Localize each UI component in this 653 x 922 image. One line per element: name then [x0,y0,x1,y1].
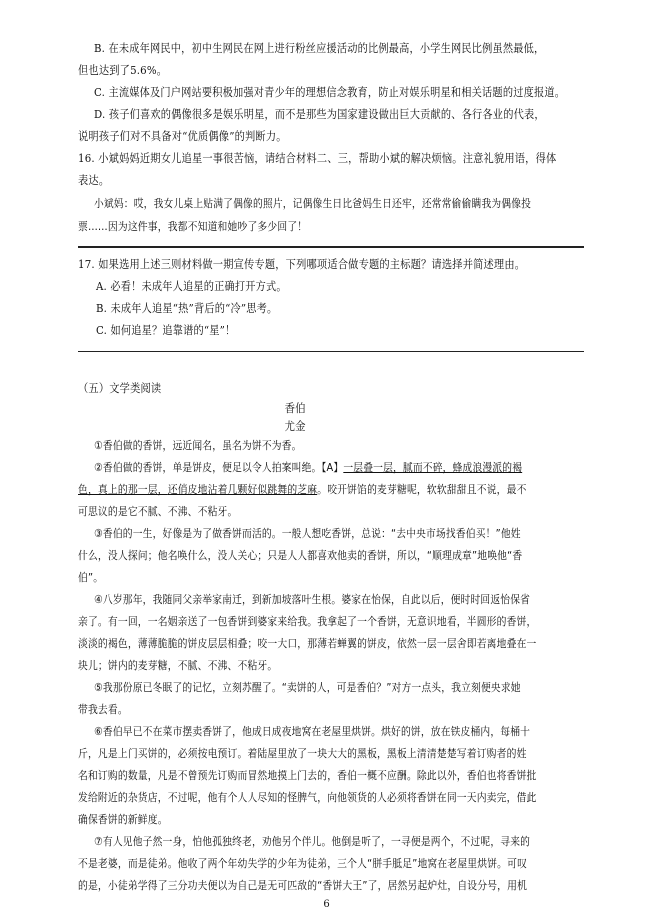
paragraph-7-line1: ⑦有人见他子然一身，怕他孤独终老，劝他另个伴儿。他倒是听了，一寻便是两个，不过呢，寻来的 [94,835,531,848]
underlined-sentence-a: 一层叠一层，腻而不碎，蜂成浪漫派的褐 [343,461,523,474]
section-heading: （五）文学类阅读 [78,381,162,395]
q17-stem: 17. 如果选用上述三则材料做一期宣传专题，下列哪项适合做专题的主标题？请选择并简述理由。 [78,257,526,271]
paragraph-4-line4: 块儿；饼内的麦芽糖，不腻、不沸、不粘牙。 [78,659,278,672]
q17-option-a: A. 必看！未成年人追星的正确打开方式。 [96,279,287,293]
underlined-sentence-a-cont: 色，真上的那一层， [78,483,168,496]
paragraph-7-line3: 的是，小徒弟学得了三分功夫便以为自己是无可匹敌的“香饼大王”了，居然另起炉灶，自设分号，用机 [78,879,528,892]
answer-line-2 [78,351,584,352]
paragraph-5-line1: ⑤我那份原已冬眠了的记忆，立刻苏醒了。“卖饼的人，可是香伯？”对方一点头，我立刻便央求她 [94,681,521,694]
paragraph-2-line3: 可思议的是它不腻、不沸、不粘牙。 [78,505,238,518]
paragraph-2-tail: 。咬开饼馅的麦芽糖呢，软软甜甜且不说，最不 [317,483,527,496]
paragraph-3-line1: ③香伯的一生，好像是为了做香饼而活的。一般人想吃香饼，总说：“去中央市场找香伯买！”他姓 [94,527,521,540]
answer-line-1 [78,246,584,248]
underlined-sentence-a-cont2: 还俏皮地沾着几颗好似跳舞的芝麻 [167,483,318,496]
story-author: 尤金 [284,419,306,433]
paragraph-2-intro: ②香伯做的香饼，单是饼皮，便足以令人拍案叫绝。【A】 [94,461,344,474]
paragraph-6-line1: ⑥香伯早已不在菜市摆卖香饼了，他成日成夜地窝在老屋里烘饼。烘好的饼，放在铁皮桶内，每桶十 [94,725,531,738]
paragraph-4-line1: ④八岁那年，我随同父亲举家南迁，到新加坡落叶生根。婆家在怡保，自此以后，便时时回返怡保省 [94,593,531,606]
paragraph-3-line2: 什么，没人探问；他名唤什么，没人关心；只是人人都喜欢他卖的香饼，所以，“顺理成章”地唤他“香 [78,549,523,562]
paragraph-3-line3: 伯”。 [78,571,104,584]
paragraph-7-line2: 不是老婆，而是徒弟。他收了两个年幼失学的少年为徒弟，三个人“胼手胝足”地窝在老屋里烘饼。可叹 [78,857,528,870]
q15-option-d-line2: 说明孩子们对不具备对“优质偶像”的判断力。 [78,129,287,143]
paragraph-2-line1 [94,460,590,476]
q16-quote-line2: 票……因为这件事，我都不知道和她吵了多少回了！ [78,220,308,233]
page-number: 6 [323,899,330,910]
paragraph-4-line2: 亲了。有一回，一名姻亲送了一包香饼到婆家来给我。我拿起了一个香饼，无意识地看，半圆形的香饼， [78,615,537,628]
q15-option-b-line1: B. 在未成年网民中，初中生网民在网上进行粉丝应援活动的比例最高，小学生网民比例虽然最低， [94,41,545,55]
q17-option-c: C. 如何追星？追靠谱的“星”！ [96,323,236,337]
paragraph-6-line4: 发给附近的杂货店，不过呢，他有个人人尽知的怪脾气，向他领货的人必须将香饼在同一天内卖完，借此 [78,791,537,804]
story-title: 香伯 [284,401,306,415]
q16-stem-line1: 16. 小斌妈妈近期女儿追星一事很苦恼，请结合材料二、三，帮助小斌的解决烦恼。注意礼貌用语，得体 [78,151,557,165]
paragraph-5-line2: 带我去看。 [78,703,128,716]
q15-option-b-line2: 但也达到了5.6%。 [78,63,168,77]
paragraph-6-line5: 确保香饼的新鲜度。 [78,813,168,826]
paragraph-2-line2 [78,482,590,498]
q16-stem-line2: 表达。 [78,173,110,187]
q16-quote-line1: 小斌妈：哎，我女儿桌上贴满了偶像的照片，记偶像生日比爸妈生日还牢，还常常偷偷瞒我为偶像投 [94,197,532,210]
paragraph-6-line3: 名和订购的数量，凡是不曾预先订购而冒然地摸上门去的，香伯一概不应酬。除此以外，香伯也将香饼批 [78,769,537,782]
q15-option-d-line1: D. 孩子们喜欢的偶像很多是娱乐明星，而不是那些为国家建设做出巨大贡献的、各行各业的代表， [94,107,545,121]
paragraph-4-line3: 淡淡的褐色，薄薄脆脆的饼皮层层相叠；咬一大口，那薄若蝉翼的饼皮，依然一层一层舍即若离地叠在一 [78,637,537,650]
paragraph-1: ①香伯做的香饼，远近闻名，虽名为饼不为香。 [94,439,302,452]
paragraph-6-line2: 斤，凡是上门买饼的，必须按电预订。着陆屋里放了一块大大的黑板，黑板上清清楚楚写着订购者的姓 [78,747,527,760]
q15-option-c: C. 主流媒体及门户网站要积极加强对青少年的理想信念教育，防止对娱乐明星和相关话题的过度报道。 [94,85,566,99]
q17-option-b: B. 未成年人追星“热”背后的“冷”思考。 [96,301,278,315]
